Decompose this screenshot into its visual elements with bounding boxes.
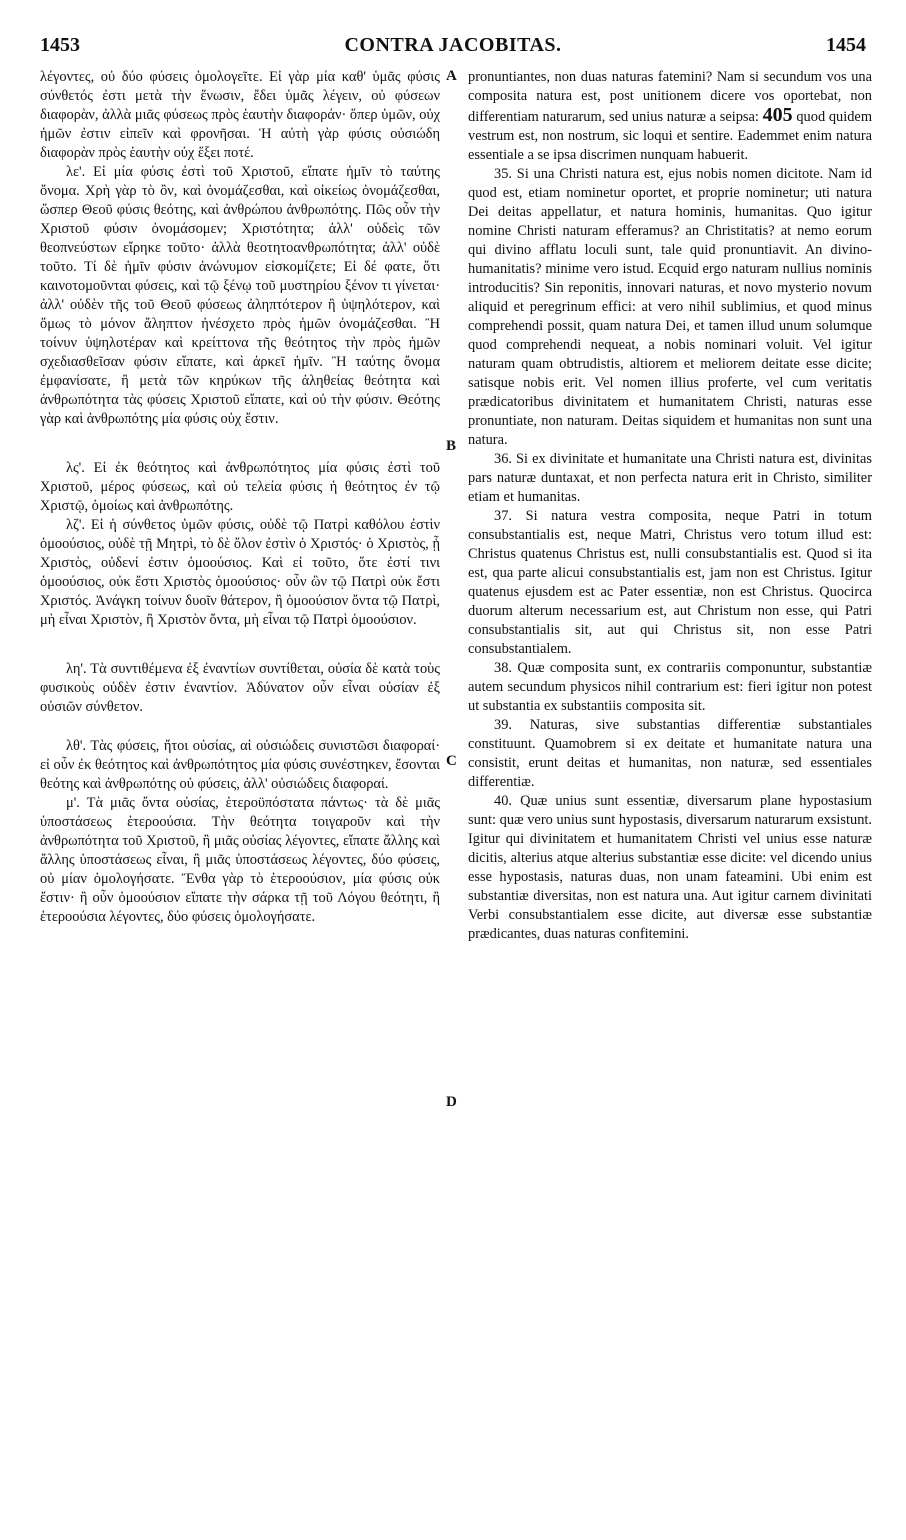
marker-d: D bbox=[446, 1094, 457, 1110]
latin-para-37: 37. Si natura vestra composita, neque Patri in totum consubstantialis est, neque Matri, Christus vero totum illud est: Christus quatenus Christus est, nulli consubstantialis est. Quod si ita est, qua parte alicui consubstantialis est, jam non est Christus. Igitur quatenus ejusdem est ac Pater essentiæ, non est Christus. Quocirca duorum alterum necessarium est, aut Christum non esse, qui Patri consubstantialis sit, aut qui Christus sit, non esse Patri consubstantialem. bbox=[468, 508, 872, 657]
marker-a: A bbox=[446, 68, 457, 84]
latin-column bbox=[468, 68, 872, 944]
marker-c: C bbox=[446, 753, 457, 769]
column-number-405: 405 bbox=[762, 104, 793, 126]
greek-para-37: λζ'. Εἰ ἡ σύνθετος ὑμῶν φύσις, οὐδὲ τῷ Πατρὶ καθόλου ἐστὶν ὁμοούσιος, οὐδὲ τῇ Μητρὶ, τὸ δὲ ὅλον ἐστὶν ὁ Χριστός· ὁ Χριστὸς, ᾗ Χριστὸς, οὐδενί ἐστιν ὁμοούσιος. Καὶ εἰ τοῦτο, ὅτε ἐστί τινι ὁμοούσιος, οὐκ ἔστι Χριστὸς ὁμοούσιος· οὖν ὢν τῷ Πατρὶ οὐκ ἔστι Χριστός. Ἀνάγκη τοίνυν δυοῖν θάτερον, ἢ ὁμοούσιον ὄντα τῷ Πατρὶ, μὴ εἶναι Χριστὸν, ἢ Χριστὸν ὄντα, μὴ εἶναι τῷ Πατρὶ ὁμοούσιον. bbox=[40, 517, 440, 628]
margin-markers bbox=[440, 0, 468, 1540]
latin-para-36: 36. Si ex divinitate et humanitate una Christi natura est, divinitas pars naturæ duntaxat, et non perfecta natura erit in Christo, similiter etiam et humanitas. bbox=[468, 451, 872, 505]
greek-para-36: λς'. Εἰ ἐκ θεότητος καὶ ἀνθρωπότητος μία φύσις ἐστὶ τοῦ Χριστοῦ, μέρος φύσεως, καὶ οὐ τελεία φύσις ἡ θεότητος ἐν τῷ Χριστῷ, ὁμοίως καὶ ἀνθρωπότης. bbox=[40, 460, 440, 514]
latin-para-34-text-a: pronuntiantes, non duas naturas fatemini? Nam si secundum vos una composita natura est, post unitionem dicere vos oportebat, non differentiam naturarum, sed unius naturæ a seipsa: bbox=[468, 69, 872, 125]
right-page-number: 1454 bbox=[826, 34, 866, 56]
latin-para-34-end bbox=[468, 68, 872, 165]
greek-para-38: λη'. Τὰ συντιθέμενα ἐξ ἐναντίων συντίθεται, οὐσία δὲ κατὰ τοὺς φυσικοὺς οὐδὲν ἐστιν ἐναντίον. Ἀδύνατον οὖν εἶναι οὐσίαν ἐξ οὐσιῶν σύνθετον. bbox=[40, 661, 440, 715]
greek-para-35: λε'. Εἰ μία φύσις ἐστὶ τοῦ Χριστοῦ, εἴπατε ἡμῖν τὸ ταύτης ὄνομα. Χρὴ γὰρ τὸ ὂν, καὶ ὀνομάζεσθαι, καὶ οἰκείως ὀνομάζεσθαι, ὥσπερ Θεοῦ φύσις θεότης, καὶ ἀνθρώπου ἀνθρωπότης. Πῶς οὖν τὴν Χριστοῦ φύσιν ὀνομάσομεν; Χριστότητα; ἀλλ' οὐδεὶς τῶν θεοπνεύστων εἴρηκε τοῦτο· ἀλλὰ θεοτητοανθρωπότητα; ἀλλ' οὐδὲ τοῦτο. Τί δὲ ἡμῖν φύσιν ἀνώνυμον εἰσκομίζετε; Εἰ δέ φατε, ὅτι καινοτομοῦνται φύσεις, καὶ τῷ ξένῳ τοῦ μυστηρίου ξένον τι γίνεται· ἀλλ' οὐδὲν τῆς τοῦ Θεοῦ φύσεως ἀληπτότερον ἢ ὑψηλότερον, καὶ ὅμως τὸ μόνον ἄληπτον ἠνέσχετο πρὸς ἡμῶν ὀνομάζεσθαι. Ἢ τοίνυν ὑψηλοτέραν καὶ κρείττονα τῆς θεότητος τὴν πρὸς ἡμῶν σχεδιασθεῖσαν φύσιν εἴπατε, καὶ ἀρκεῖ ἡμῖν. Ἢ ταύτης ὄνομα ἐμφανίσατε, ἢ μετὰ τῶν κηρύκων τῆς ἀληθείας θεότητα καὶ ἀνθρωπότητα τὰς φύσεις Χριστοῦ εἴπατε, καὶ οὐ τὴν φύσιν. Θεότης γὰρ καὶ ἀνθρωπότης μία φύσις οὐχ ἔστιν. bbox=[40, 164, 440, 427]
latin-para-39: 39. Naturas, sive substantias differentiæ substantiales constituunt. Quamobrem si ex deitate et humanitate natura una consistit, erunt deitas et humanitas, non naturæ, sed essentiales differentiæ. bbox=[468, 717, 872, 790]
latin-para-40: 40. Quæ unius sunt essentiæ, diversarum plane hypostasium sunt: quæ vero unius sunt hypostasis, diversarum naturarum exsistunt. Igitur qui divinitatem et humanitatem Christi vel unius esse naturæ dicitis, alterius atque alterius substantiæ esse dicite: vel dicendo unius esse hypostasis, naturas duas, non unam fateamini. Ubi enim est substantiæ diversitas, non est natura una. Aut igitur carnem divinitati Verbi consubstantialem esse dicite, aut diversæ esse substantiæ prædicantes, duas naturas confitemini. bbox=[468, 793, 872, 942]
latin-para-35: 35. Si una Christi natura est, ejus nobis nomen dicitote. Nam id quod est, etiam nominetur oportet, et proprie nominetur; uti natura Dei deitas appellatur, et natura hominis, humanitas. Quo igitur nomine Christi naturam efferamus? an Christitatis? at nemo eorum qui divino afflatu loculi sunt, tale quid pronuntiavit. An divino-humanitatis? minime vero istud. Ecquid ergo naturam nullius nominis introducitis? Sin reponitis, innovari naturas, et novo mysterio novum aliquid et peregrinum effici: at vero nihil sublimius, et quod minus comprehendi possit, quam natura Dei, et tamen illud unum solumque quod comprehendi nequeat, a nobis nominari voluit. Vel igitur naturam quam obtrudistis, altiorem et meliorem deitate esse dicite; satisque nobis erit. Vel nomen illius proferte, vel cum veritatis prædicatoribus divinitatem et humanitatem Christi, naturas esse pronuntiate, non naturam. Deitas siquidem et humanitas non sunt una natura. bbox=[468, 166, 872, 448]
running-title: CONTRA JACOBITAS. bbox=[344, 34, 562, 56]
marker-b: B bbox=[446, 438, 457, 454]
latin-para-34-text-b: quod quidem vestrum est, non nostrum, sic loqui et sentire. Eademmet enim natura essentiale a se ipsa discrimen nunquam habuerit. bbox=[468, 109, 873, 163]
greek-para-34-end: λέγοντες, οὐ δύο φύσεις ὁμολογεῖτε. Εἰ γὰρ μία καθ' ὑμᾶς φύσις σύνθετός ἐστι μετὰ τὴν ἕνωσιν, ἔδει ὑμᾶς λέγειν, οὐ φύσεων διαφορὰν, ἀλλὰ μιᾶς φύσεως πρὸς ἑαυτὴν διαφοράν· ὅπερ ὑμῶν, οὐχ ἡμῶν ἐστιν εἰπεῖν καὶ φρονῆσαι. Ἡ αὐτὴ γὰρ φύσις οὐσιώδη διαφορὰν πρὸς ἑαυτὴν οὐχ ἕξει ποτέ. bbox=[40, 69, 440, 161]
greek-column bbox=[40, 68, 440, 927]
greek-para-39: λθ'. Τὰς φύσεις, ἤτοι οὐσίας, αἱ οὐσιώδεις συνιστῶσι διαφοραί· εἰ οὖν ἐκ θεότητος καὶ ἀνθρωπότητος μία φύσις συνέστηκεν, ἔσονται θεότης καὶ ἀνθρωπότης οὐ φύσεις, ἀλλ' οὐσιώδεις διαφοραί. bbox=[40, 738, 440, 792]
greek-para-40: μ'. Τὰ μιᾶς ὄντα οὐσίας, ἑτεροϋπόστατα πάντως· τὰ δὲ μιᾶς ὑποστάσεως ἑτεροούσια. Τὴν θεότητα τοιγαροῦν καὶ τὴν ἀνθρωπότητα τοῦ Χριστοῦ, ἢ μιᾶς οὐσίας λέγοντες, εἴπατε ἄλλης καὶ ἄλλης ὑποστάσεως εἶναι, ἢ μιᾶς ὑποστάσεως λέγοντες, δύο φύσεις, οὐ μίαν ὁμολογήσατε. Ἔνθα γὰρ τὸ ἑτεροούσιον, μία φύσις οὐκ ἔστιν· ἢ οὖν ὁμοούσιον εἴπατε τὴν σάρκα τῇ τοῦ Λόγου θεότητι, ἢ ἑτεροούσια λέγοντες, δύο φύσεις ὁμολογήσατε. bbox=[40, 795, 440, 925]
latin-para-38: 38. Quæ composita sunt, ex contrariis componuntur, substantiæ autem secundum physicos nihil contrarium est: fieri igitur non potest ut substantia ex substantiis composita sit. bbox=[468, 660, 872, 714]
left-page-number: 1453 bbox=[40, 34, 80, 56]
